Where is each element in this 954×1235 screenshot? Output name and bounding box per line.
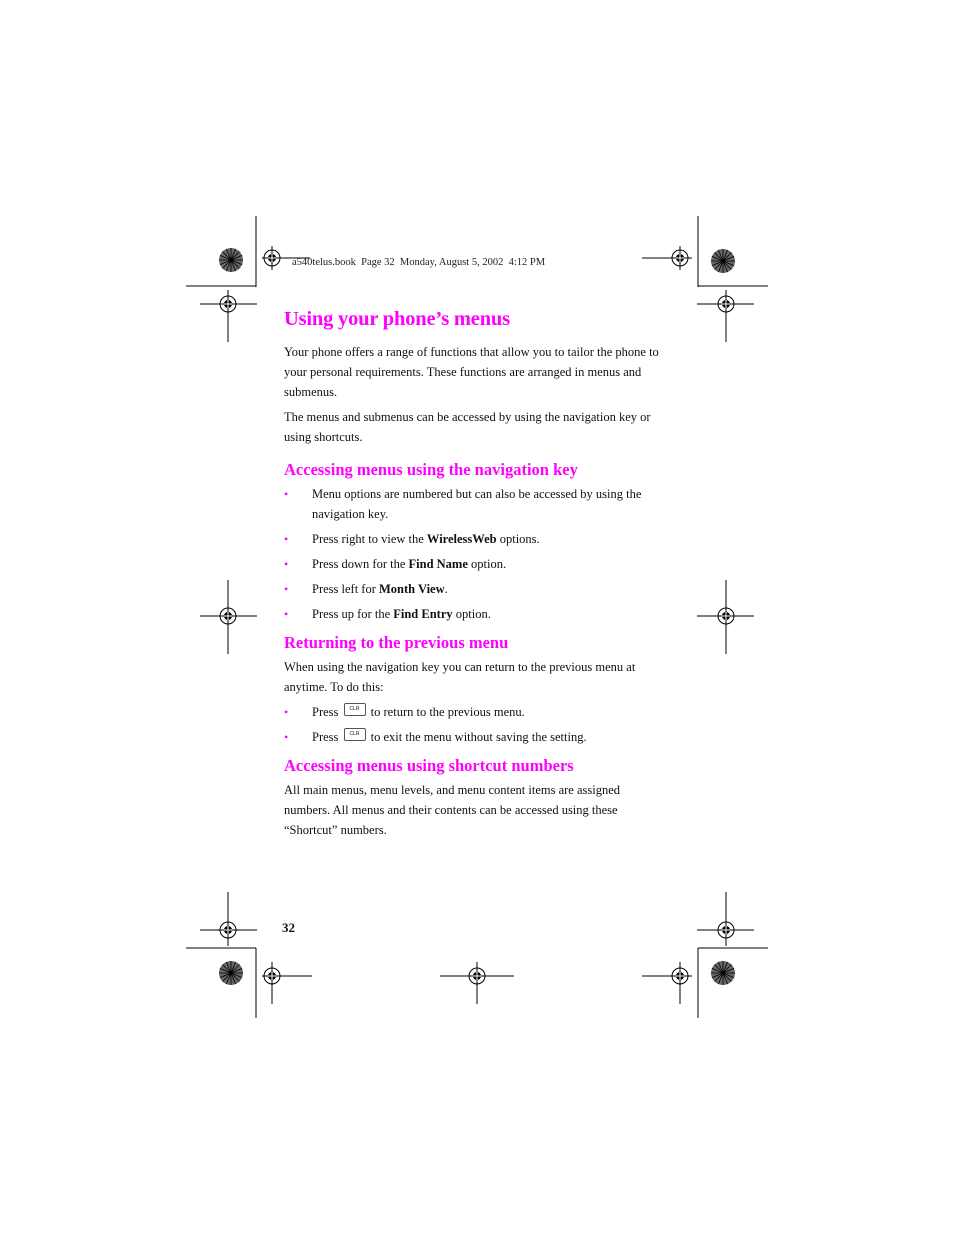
bullet-icon: • (284, 532, 289, 546)
bullet-icon: • (284, 705, 289, 719)
print-header-info: a540telus.book Page 32 Monday, August 5, 2002 4:12 PM (292, 257, 546, 268)
bullet-icon: • (284, 730, 289, 744)
heading-shortcut-numbers: Accessing menus using shortcut numbers (284, 756, 574, 775)
clr-key-icon: CLR (344, 728, 366, 741)
list-item: • Press up for the Find Entry option. (284, 604, 669, 624)
list-item: • Press left for Month View. (284, 579, 669, 599)
shortcut-paragraph: All main menus, menu levels, and menu content items are assigned numbers. All menus and their contents can be accessed using these “Shortcut” numbers. (284, 783, 621, 837)
list-item: • Menu options are numbered but can also be accessed by using the navigation key. (284, 484, 669, 524)
bullet-icon: • (284, 607, 289, 621)
list-item: • Press CLR to return to the previous menu. (284, 702, 669, 722)
intro-paragraph-2: The menus and submenus can be accessed by using the navigation key or using shortcuts. (284, 410, 651, 444)
list-item: • Press CLR to exit the menu without saving the setting. (284, 727, 669, 747)
previous-menu-paragraph: When using the navigation key you can return to the previous menu at anytime. To do this: (284, 660, 636, 694)
bullet-icon: • (284, 582, 289, 596)
bullet-icon: • (284, 487, 289, 501)
list-item: • Press down for the Find Name option. (284, 554, 669, 574)
page-number: 32 (282, 920, 295, 935)
clr-key-icon: CLR (344, 703, 366, 716)
intro-paragraph-1: Your phone offers a range of functions that allow you to tailor the phone to your personal requirements. These functions are arranged in menus and submenus. (284, 345, 659, 399)
heading-navigation-key: Accessing menus using the navigation key (284, 460, 578, 479)
page-title: Using your phone’s menus (284, 308, 510, 330)
heading-previous-menu: Returning to the previous menu (284, 633, 509, 652)
list-item: • Press right to view the WirelessWeb options. (284, 529, 669, 549)
bullet-icon: • (284, 557, 289, 571)
